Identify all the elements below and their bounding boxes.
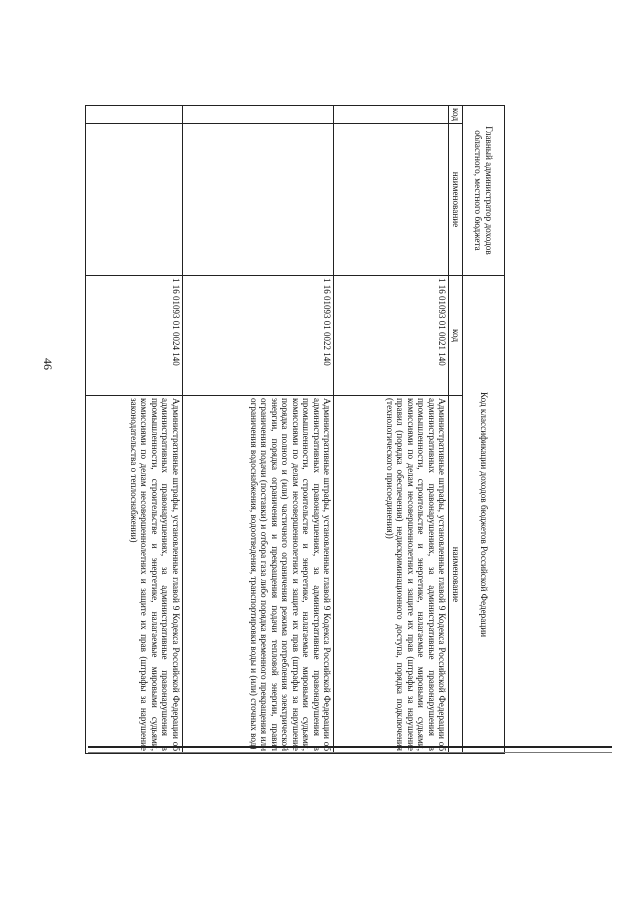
table-row [86, 105, 183, 753]
header-admin-name: наименование [449, 123, 463, 275]
row-class-code: 1 16 01093 01 0022 140 [182, 275, 333, 395]
rotated-table-container [85, 105, 505, 753]
page-number: 46 [41, 358, 55, 370]
row-class-name: Административные штрафы, установленные главой 9 Кодекса Российской Федерации об административных правонарушениях, за административные правонарушения в промышленности, строительстве и энергетике, налагаемые мировыми судьями, комиссиями по делам несовершеннолетних и защите их прав (штрафы за нарушение порядка полного и (или) частичного ограничения режима потребления электрической энергии, порядка ограничения и прекращения подачи тепловой энергии, правил ограничения подачи (поставки) и отбора газа либо порядка временного прекращения или ограничения водоснабжения, водоотведения, транспортировки воды и (или) сточных вод) [182, 395, 333, 753]
header-class-name: наименование [449, 395, 463, 753]
header-classification-group: Код классификации доходов бюджетов Российской Федерации [463, 275, 505, 753]
row-admin-code [334, 105, 449, 123]
row-class-name: Административные штрафы, установленные главой 9 Кодекса Российской Федерации об административных правонарушениях, за административные правонарушения в промышленности, строительстве и энергетике, налагаемые мировыми судьями, комиссиями по делам несовершеннолетних и защите их прав (штрафы за нарушение правил (порядка обеспечения) недискриминационного доступа, порядка подключения (технологического присоединения)) [334, 395, 449, 753]
table-header-row-2 [449, 105, 463, 753]
row-class-name: Административные штрафы, установленные главой 9 Кодекса Российской Федерации об административных правонарушениях, за административные правонарушения в промышленности, строительстве и энергетике, налагаемые мировыми судьями, комиссиями по делам несовершеннолетних и защите их прав (штрафы за нарушение законодательства о теплоснабжении) [86, 395, 183, 753]
row-admin-name [182, 123, 333, 275]
table-row [182, 105, 333, 753]
row-admin-code [182, 105, 333, 123]
row-admin-name [86, 123, 183, 275]
row-class-code: 1 16 01093 01 0021 140 [334, 275, 449, 395]
row-class-code: 1 16 01093 01 0024 140 [86, 275, 183, 395]
bottom-divider-line-thin [88, 752, 612, 753]
row-admin-name [334, 123, 449, 275]
revenue-classification-table [85, 105, 505, 754]
header-admin-group: Главный администратор доходов областного, местного бюджета [463, 105, 505, 275]
table-header-row-1 [463, 105, 505, 753]
header-admin-code: код [449, 105, 463, 123]
row-admin-code [86, 105, 183, 123]
header-class-code: код [449, 275, 463, 395]
bottom-divider-line [88, 746, 612, 748]
table-row [334, 105, 449, 753]
